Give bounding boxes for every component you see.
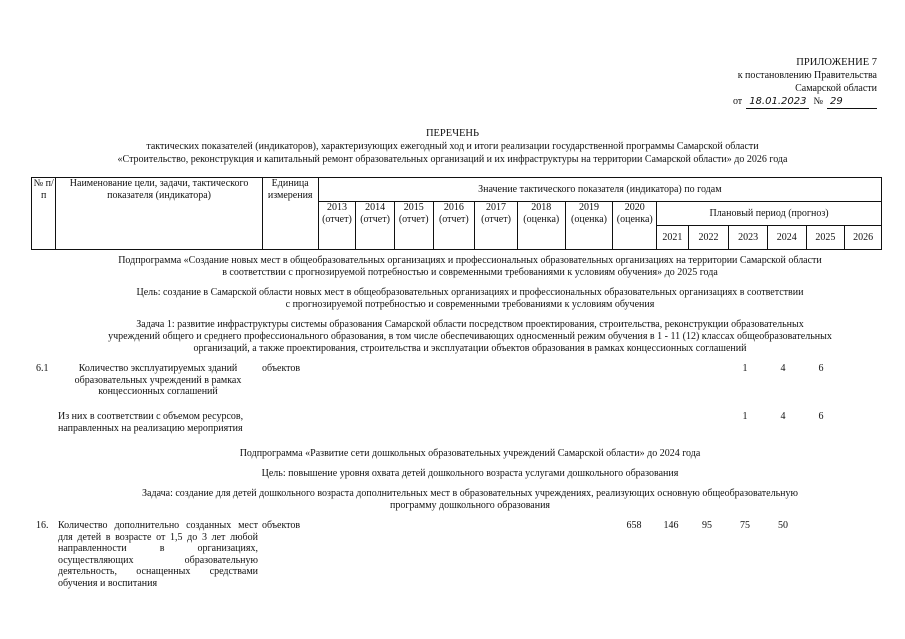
row-6-1b-name: Из них в соответствии с объемом ресурсов, направленных на реализацию мероприятия bbox=[58, 411, 244, 434]
header-col-number: № п/п bbox=[32, 178, 56, 250]
row-6-1-number: 6.1 bbox=[36, 363, 49, 374]
row-16-name: Количество дополнительно созданных мест для детей в возрасте от 1,5 до 3 лет любой направленности в организациях, осуществляющих образовательную деятельность, оснащенных средствами обучения и воспитания bbox=[58, 520, 258, 589]
appendix-from-prefix: от bbox=[732, 96, 743, 107]
header-col-values: Значение тактического показателя (индикатора) по годам bbox=[318, 178, 881, 202]
row-6-1-unit: объектов bbox=[262, 363, 301, 374]
header-year-2018: 2018 (оценка) bbox=[517, 202, 565, 250]
header-plan-year-2022: 2022 bbox=[688, 226, 729, 250]
header-year-2016: 2016 (отчет) bbox=[433, 202, 475, 250]
row-6-1b-value-2022: 4 bbox=[780, 411, 786, 422]
row-16-unit: объектов bbox=[262, 520, 301, 531]
appendix-line-2: Самарской области bbox=[795, 83, 877, 94]
row-16-value-2019: 658 bbox=[626, 520, 642, 531]
row-6-1-value-2023: 6 bbox=[818, 363, 824, 374]
document-title-block bbox=[0, 127, 905, 166]
appendix-number: 29 bbox=[827, 95, 877, 109]
header-plan-year-2024: 2024 bbox=[767, 226, 806, 250]
subprogram-2-title: Подпрограмма «Развитие сети дошкольных образовательных учреждений Самарской области» до 2024 года bbox=[239, 448, 701, 459]
header-year-2014: 2014 (отчет) bbox=[356, 202, 395, 250]
header-plan-year-2026: 2026 bbox=[845, 226, 882, 250]
subprogram-1-title: Подпрограмма «Создание новых мест в общеобразовательных организациях и профессиональных образовательных организациях на территории Самарской области в соответствии с прогнозируемой потребностью и современными требованиями к условиям обучения» до 2025 года bbox=[118, 255, 822, 278]
subprogram-2-task: Задача: создание для детей дошкольного возраста дополнительных мест в образовательных учреждениях, реализующих основную общеобразовательную программу дошкольного образования bbox=[142, 488, 798, 511]
row-16-number: 16. bbox=[36, 520, 49, 531]
document-title: ПЕРЕЧЕНЬ bbox=[425, 128, 480, 139]
appendix-number-prefix: № bbox=[813, 96, 823, 107]
header-col-name: Наименование цели, задачи, тактического показателя (индикатора) bbox=[56, 178, 262, 250]
header-year-2019: 2019 (оценка) bbox=[565, 202, 613, 250]
appendix-date-line bbox=[707, 95, 877, 109]
header-plan-year-2025: 2025 bbox=[806, 226, 845, 250]
header-year-2017: 2017 (отчет) bbox=[475, 202, 518, 250]
document-subtitle-1: тактических показателей (индикаторов), характеризующих ежегодный ход и итоги реализации государственной программы Самарской области bbox=[146, 141, 759, 152]
subprogram-1-task: Задача 1: развитие инфраструктуры системы образования Самарской области посредством проектирования, строительства, реконструкции образовательных учреждений общего и среднего профессионального образования, в том числе обеспечивающих односменный режим обучения в 1 - 11 (12) классах общеобразовательных организаций, а также проектирования, строительства и эксплуатации объектов образования в рамках концессионных соглашений bbox=[108, 319, 832, 354]
appendix-block bbox=[707, 56, 877, 109]
subprogram-1-goal: Цель: создание в Самарской области новых мест в общеобразовательных организациях и профессиональных образовательных организациях в соответствии с прогнозируемой потребностью и современными требованиями к условиям обучения bbox=[136, 287, 804, 310]
header-col-unit: Единица измерения bbox=[262, 178, 318, 250]
row-16-value-2022: 75 bbox=[740, 520, 750, 531]
header-plan-period: Плановый период (прогноз) bbox=[657, 202, 882, 226]
document-subtitle-2: «Строительство, реконструкция и капитальный ремонт образовательных организаций и их инфраструктуры на территории Самарской области» до 2026 года bbox=[117, 154, 788, 165]
row-6-1b-value-2021: 1 bbox=[742, 411, 748, 422]
row-6-1b-value-2023: 6 bbox=[818, 411, 824, 422]
appendix-title: ПРИЛОЖЕНИЕ 7 bbox=[796, 57, 877, 68]
header-year-2013: 2013 (отчет) bbox=[318, 202, 356, 250]
header-year-2015: 2015 (отчет) bbox=[394, 202, 433, 250]
header-plan-year-2021: 2021 bbox=[657, 226, 689, 250]
appendix-date: 18.01.2023 bbox=[746, 95, 809, 109]
appendix-line-1: к постановлению Правительства bbox=[737, 70, 877, 81]
row-16-value-2023: 50 bbox=[778, 520, 788, 531]
row-16-value-2021: 95 bbox=[702, 520, 712, 531]
subprogram-2-goal: Цель: повышение уровня охвата детей дошкольного возраста услугами дошкольного образования bbox=[261, 468, 679, 479]
header-year-2020: 2020 (оценка) bbox=[613, 202, 657, 250]
row-16-value-2020: 146 bbox=[663, 520, 679, 531]
row-6-1-value-2022: 4 bbox=[780, 363, 786, 374]
row-6-1-name: Количество эксплуатируемых зданий образовательных учреждений в рамках концессионных соглашений bbox=[74, 363, 242, 397]
indicators-header-table bbox=[31, 177, 882, 250]
row-6-1-value-2021: 1 bbox=[742, 363, 748, 374]
header-plan-year-2023: 2023 bbox=[729, 226, 768, 250]
